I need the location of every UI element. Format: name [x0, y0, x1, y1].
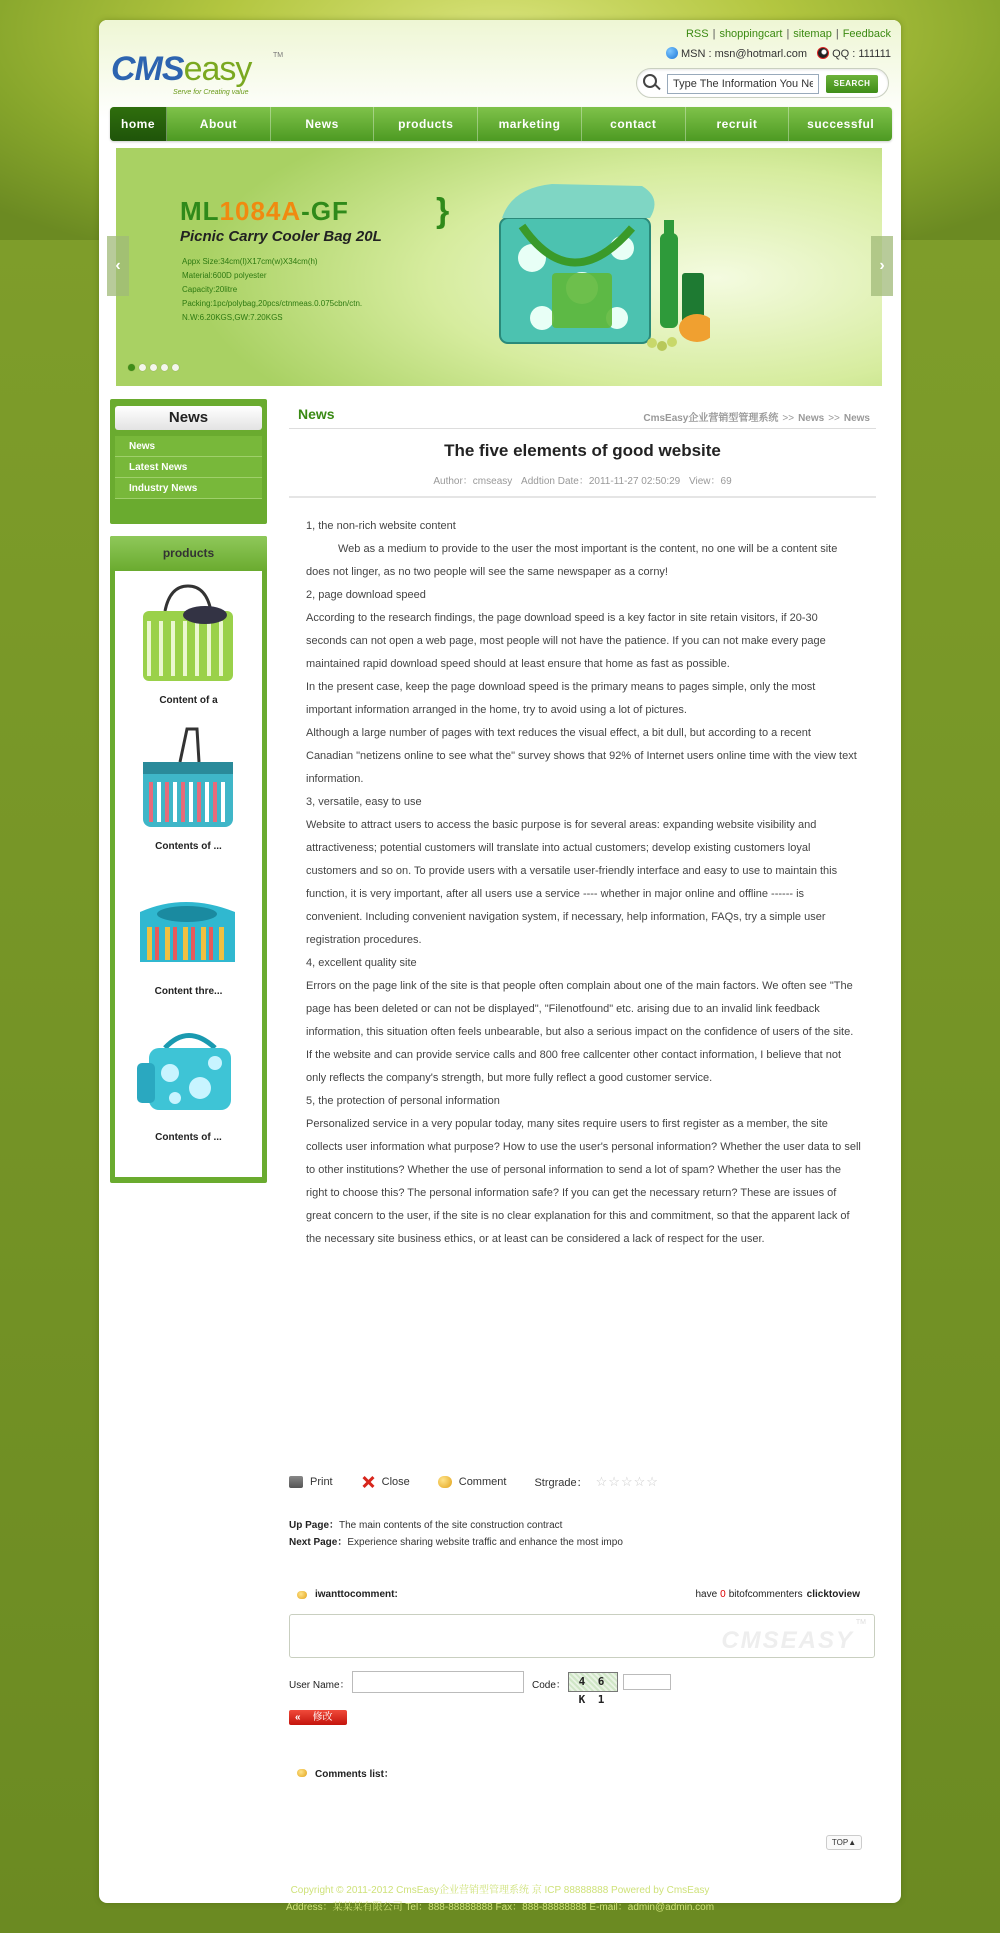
- next-article-link[interactable]: Experience sharing website traffic and enhance the most impo: [347, 1537, 623, 1548]
- banner-product-image: [492, 178, 710, 358]
- back-to-top-button[interactable]: TOP▲: [826, 1835, 862, 1850]
- prev-label: Up Page：: [289, 1520, 340, 1531]
- product-thumbnail: [135, 872, 241, 978]
- article-heading: 4, excellent quality site: [306, 957, 417, 969]
- article-paragraph: Personalized service in a very popular today, many sites require users to first register as a member, the site collects user information what purpose? How to use the user's personal information? Whether the user data to sell to other institutions? Whether the use of personal information to send a lot of spam? Whether the user has the right to choose this? The personal information safe? If you can get the necessary return? These are issues of great concern to the user, if the site is no clear explanation for this and commitment, so that the apparent lack of the necessary site business ethics, or at least can be considered a lack of respect for the user.: [306, 1118, 861, 1245]
- view-comments-link[interactable]: clicktoview: [806, 1589, 860, 1600]
- nav-news[interactable]: News: [271, 107, 375, 141]
- product-caption: Contents of ...: [155, 841, 222, 852]
- article-heading: 3, versatile, easy to use: [306, 796, 422, 808]
- product-caption: Content thre...: [154, 986, 223, 997]
- nav-about[interactable]: About: [167, 107, 271, 141]
- print-button[interactable]: Print: [289, 1476, 333, 1488]
- product-item[interactable]: [115, 571, 262, 711]
- comment-form-row: [289, 1670, 876, 1706]
- link-shoppingcart[interactable]: shoppingcart: [719, 28, 783, 40]
- sidebar-products-title: products: [110, 536, 267, 571]
- article-paragraph: Web as a medium to provide to the user the most important is the content, no one will be a content site does not linger, as no two people will see the same newspaper as a corny!: [306, 543, 838, 578]
- close-icon: [361, 1476, 375, 1488]
- link-rss[interactable]: RSS: [685, 28, 709, 40]
- banner-subtitle: Picnic Carry Cooler Bag 20L: [180, 228, 382, 245]
- qq-icon: [817, 47, 829, 59]
- banner-slider[interactable]: [116, 148, 882, 386]
- qq-text: QQ : 111111: [832, 48, 891, 60]
- product-item[interactable]: [115, 717, 262, 857]
- watermark-logo: CMSEASY: [721, 1627, 854, 1654]
- article-heading: 2, page download speed: [306, 589, 426, 601]
- product-item[interactable]: [115, 1008, 262, 1148]
- logo-trademark: TM: [273, 52, 284, 59]
- sidebar-products: [110, 536, 267, 1183]
- contact-info: [666, 47, 891, 60]
- link-sitemap[interactable]: sitemap: [793, 28, 832, 40]
- main-nav: [110, 107, 892, 141]
- username-label: User Name：: [289, 1680, 350, 1691]
- banner-dot[interactable]: [139, 364, 146, 371]
- breadcrumb: CmsEasy企业营销型管理系统 >> News >> News: [643, 413, 870, 424]
- banner-model: ML1084A-GF: [180, 196, 349, 226]
- banner-dot[interactable]: [150, 364, 157, 371]
- article-paragraph: In the present case, keep the page download speed is the primary means to pages simple, only the most important information arranged in the home, try to avoid using a lot of pictures.: [306, 681, 816, 716]
- logo-text-cms: CMS: [111, 50, 184, 88]
- nav-successful[interactable]: successful: [807, 117, 875, 131]
- article-paragraph: Although a large number of pages with text reduces the visual effect, a bit dull, but according to a recent Canadian "netizens online to see what the" survey shows that 92% of Internet users online time with the view text information.: [306, 727, 857, 785]
- article-heading: 1, the non-rich website content: [306, 520, 456, 532]
- comment-count: 0: [720, 1589, 726, 1600]
- article-paragraph: According to the research findings, the page download speed is a key factor in site retain visitors, if 20-30 seconds can not open a web page, most people will not have the patience. If you can not make every page maintained rapid download speed should at least ensure that home as fast as possible.: [306, 612, 826, 670]
- sidebar-news-list: [115, 436, 262, 499]
- sidebar-item-industry-news[interactable]: Industry News: [115, 478, 262, 499]
- msn-text: MSN : msn@hotmarl.com: [681, 48, 808, 60]
- comment-header: iwanttocomment: have 0 bitofcommenters clicktoview: [289, 1589, 876, 1605]
- top-links: RSS | shoppingcart | sitemap | Feedback: [685, 28, 891, 40]
- divider: [289, 496, 876, 498]
- nav-home[interactable]: home: [110, 107, 167, 141]
- product-caption: Content of a: [159, 695, 218, 706]
- star-icon[interactable]: ☆: [595, 1474, 608, 1489]
- sidebar-item-news[interactable]: News: [115, 436, 262, 457]
- article-views: View：69: [689, 476, 732, 487]
- footer-copyright: Copyright © 2011-2012 CmsEasy企业营销型管理系统 京 ICP 88888888 Powered by CmsEasy: [290, 1885, 710, 1896]
- search-input[interactable]: [667, 74, 819, 94]
- close-button[interactable]: Close: [361, 1476, 410, 1488]
- comment-textarea[interactable]: CMSEASY TM: [289, 1614, 875, 1658]
- logo-text-easy: easy: [183, 50, 252, 88]
- prev-article-link[interactable]: The main contents of the site construction contract: [339, 1520, 563, 1531]
- submit-comment-button[interactable]: « 修改: [289, 1710, 347, 1725]
- msn-contact[interactable]: [666, 47, 807, 60]
- search-button[interactable]: SEARCH: [826, 75, 878, 93]
- banner-prev-button[interactable]: ‹: [107, 236, 129, 296]
- breadcrumb-news-sub[interactable]: News: [843, 413, 870, 424]
- banner-specs: Appx Size:34cm(l)X17cm(w)X34cm(h) Material:600D polyester Capacity:20litre Packing:1pc/polybag,20pcs/ctnmeas.0.075cbn/ctn. N.W:6.20KGS,GW:7.20KGS: [182, 257, 363, 322]
- page-container: [99, 20, 901, 1903]
- article-author: Author：cmseasy: [433, 476, 513, 487]
- article-heading: 5, the protection of personal information: [306, 1095, 500, 1107]
- comment-heading: iwanttocomment:: [315, 1589, 398, 1600]
- link-feedback[interactable]: Feedback: [842, 28, 891, 40]
- comment-bullet-icon: [297, 1591, 307, 1599]
- banner-dot[interactable]: [172, 364, 179, 371]
- nav-contact[interactable]: contact: [582, 107, 686, 141]
- banner-brace: }: [436, 192, 450, 230]
- banner-dots: [128, 364, 179, 371]
- printer-icon: [289, 1476, 303, 1488]
- comment-button[interactable]: Comment: [438, 1476, 507, 1488]
- site-logo[interactable]: [111, 50, 284, 100]
- logo-tagline: Serve for Creating value: [173, 89, 249, 96]
- comment-icon: [438, 1476, 452, 1488]
- article-paragraph: Errors on the page link of the site is that people often complain about one of the main factors. We often see "The page has been deleted or can not be displayed", "Filenotfound" etc. arising due to an invalid link feedback information, this situation often feels unbearable, but also a serious impact on the confidence of users of the site. If the website and can provide service calls and 800 free callcenter other contact information, I believe that not only reflects the company's strength, but more fully reflect a good customer service.: [306, 980, 854, 1084]
- msn-icon: [666, 47, 678, 59]
- article-paragraph: Website to attract users to access the basic purpose is for several areas: expanding website visibility and attractiveness; potential customers will translate into actual customers; develop existing customers loyal customers and so on. To provide users with a versatile user-friendly interface and easy to use to maintain this function, it is very important, after all users use a service ---- whether in major online and offline ------ is convenient. Including convenient navigation system, if necessary, help information, FAQs, try a simple user registration procedures.: [306, 819, 838, 946]
- comment-bullet-icon: [297, 1769, 307, 1777]
- star-icon[interactable]: ☆: [608, 1474, 620, 1489]
- banner-dot[interactable]: [161, 364, 168, 371]
- breadcrumb-home[interactable]: CmsEasy企业营销型管理系统: [643, 413, 779, 424]
- footer-address: Address：某某某有限公司 Tel：888-88888888 Fax：888-88888888 E-mail：admin@admin.com: [285, 1902, 715, 1913]
- nav-recruit[interactable]: recruit: [686, 107, 790, 141]
- product-thumbnail: [135, 727, 241, 833]
- qq-contact[interactable]: [817, 47, 891, 60]
- article-meta: [289, 472, 876, 487]
- next-label: Next Page：: [289, 1537, 348, 1548]
- star-icon[interactable]: ☆: [620, 1474, 633, 1489]
- sidebar-news-title: News: [115, 406, 262, 430]
- product-thumbnail: [135, 1018, 241, 1124]
- banner-next-button[interactable]: ›: [871, 236, 893, 296]
- nav-products[interactable]: products: [374, 107, 478, 141]
- article-body: [306, 515, 861, 1251]
- product-caption: Contents of ...: [155, 1132, 222, 1143]
- section-title: News: [298, 406, 335, 422]
- product-item[interactable]: [115, 862, 262, 1002]
- captcha-input[interactable]: [623, 1674, 671, 1690]
- captcha-image[interactable]: 4 6 K 1: [568, 1672, 618, 1692]
- star-icon[interactable]: ☆: [646, 1474, 658, 1489]
- double-chevron-icon: «: [295, 1712, 301, 1723]
- footer: [0, 1882, 1000, 1916]
- star-icon[interactable]: ☆: [633, 1474, 646, 1489]
- article-date: Addtion Date：2011-11-27 02:50:29: [521, 476, 681, 487]
- prev-next-links: [289, 1517, 623, 1551]
- article-title: The five elements of good website: [444, 441, 721, 460]
- article-tools: [289, 1472, 876, 1492]
- star-grade: [534, 1474, 657, 1490]
- banner-dot[interactable]: [128, 364, 135, 371]
- sidebar-news: [110, 399, 267, 524]
- search-icon: [641, 73, 663, 95]
- grade-label: Strgrade：: [534, 1477, 588, 1489]
- code-label: Code：: [532, 1680, 566, 1691]
- comments-list-heading: Comments list：: [297, 1765, 394, 1780]
- product-thumbnail: [135, 581, 241, 687]
- star-rating[interactable]: [596, 1474, 658, 1490]
- nav-marketing[interactable]: marketing: [478, 107, 582, 141]
- search-bar: [636, 68, 889, 98]
- username-input[interactable]: [352, 1671, 524, 1693]
- sidebar-item-latest-news[interactable]: Latest News: [115, 457, 262, 478]
- breadcrumb-news[interactable]: News: [798, 413, 825, 424]
